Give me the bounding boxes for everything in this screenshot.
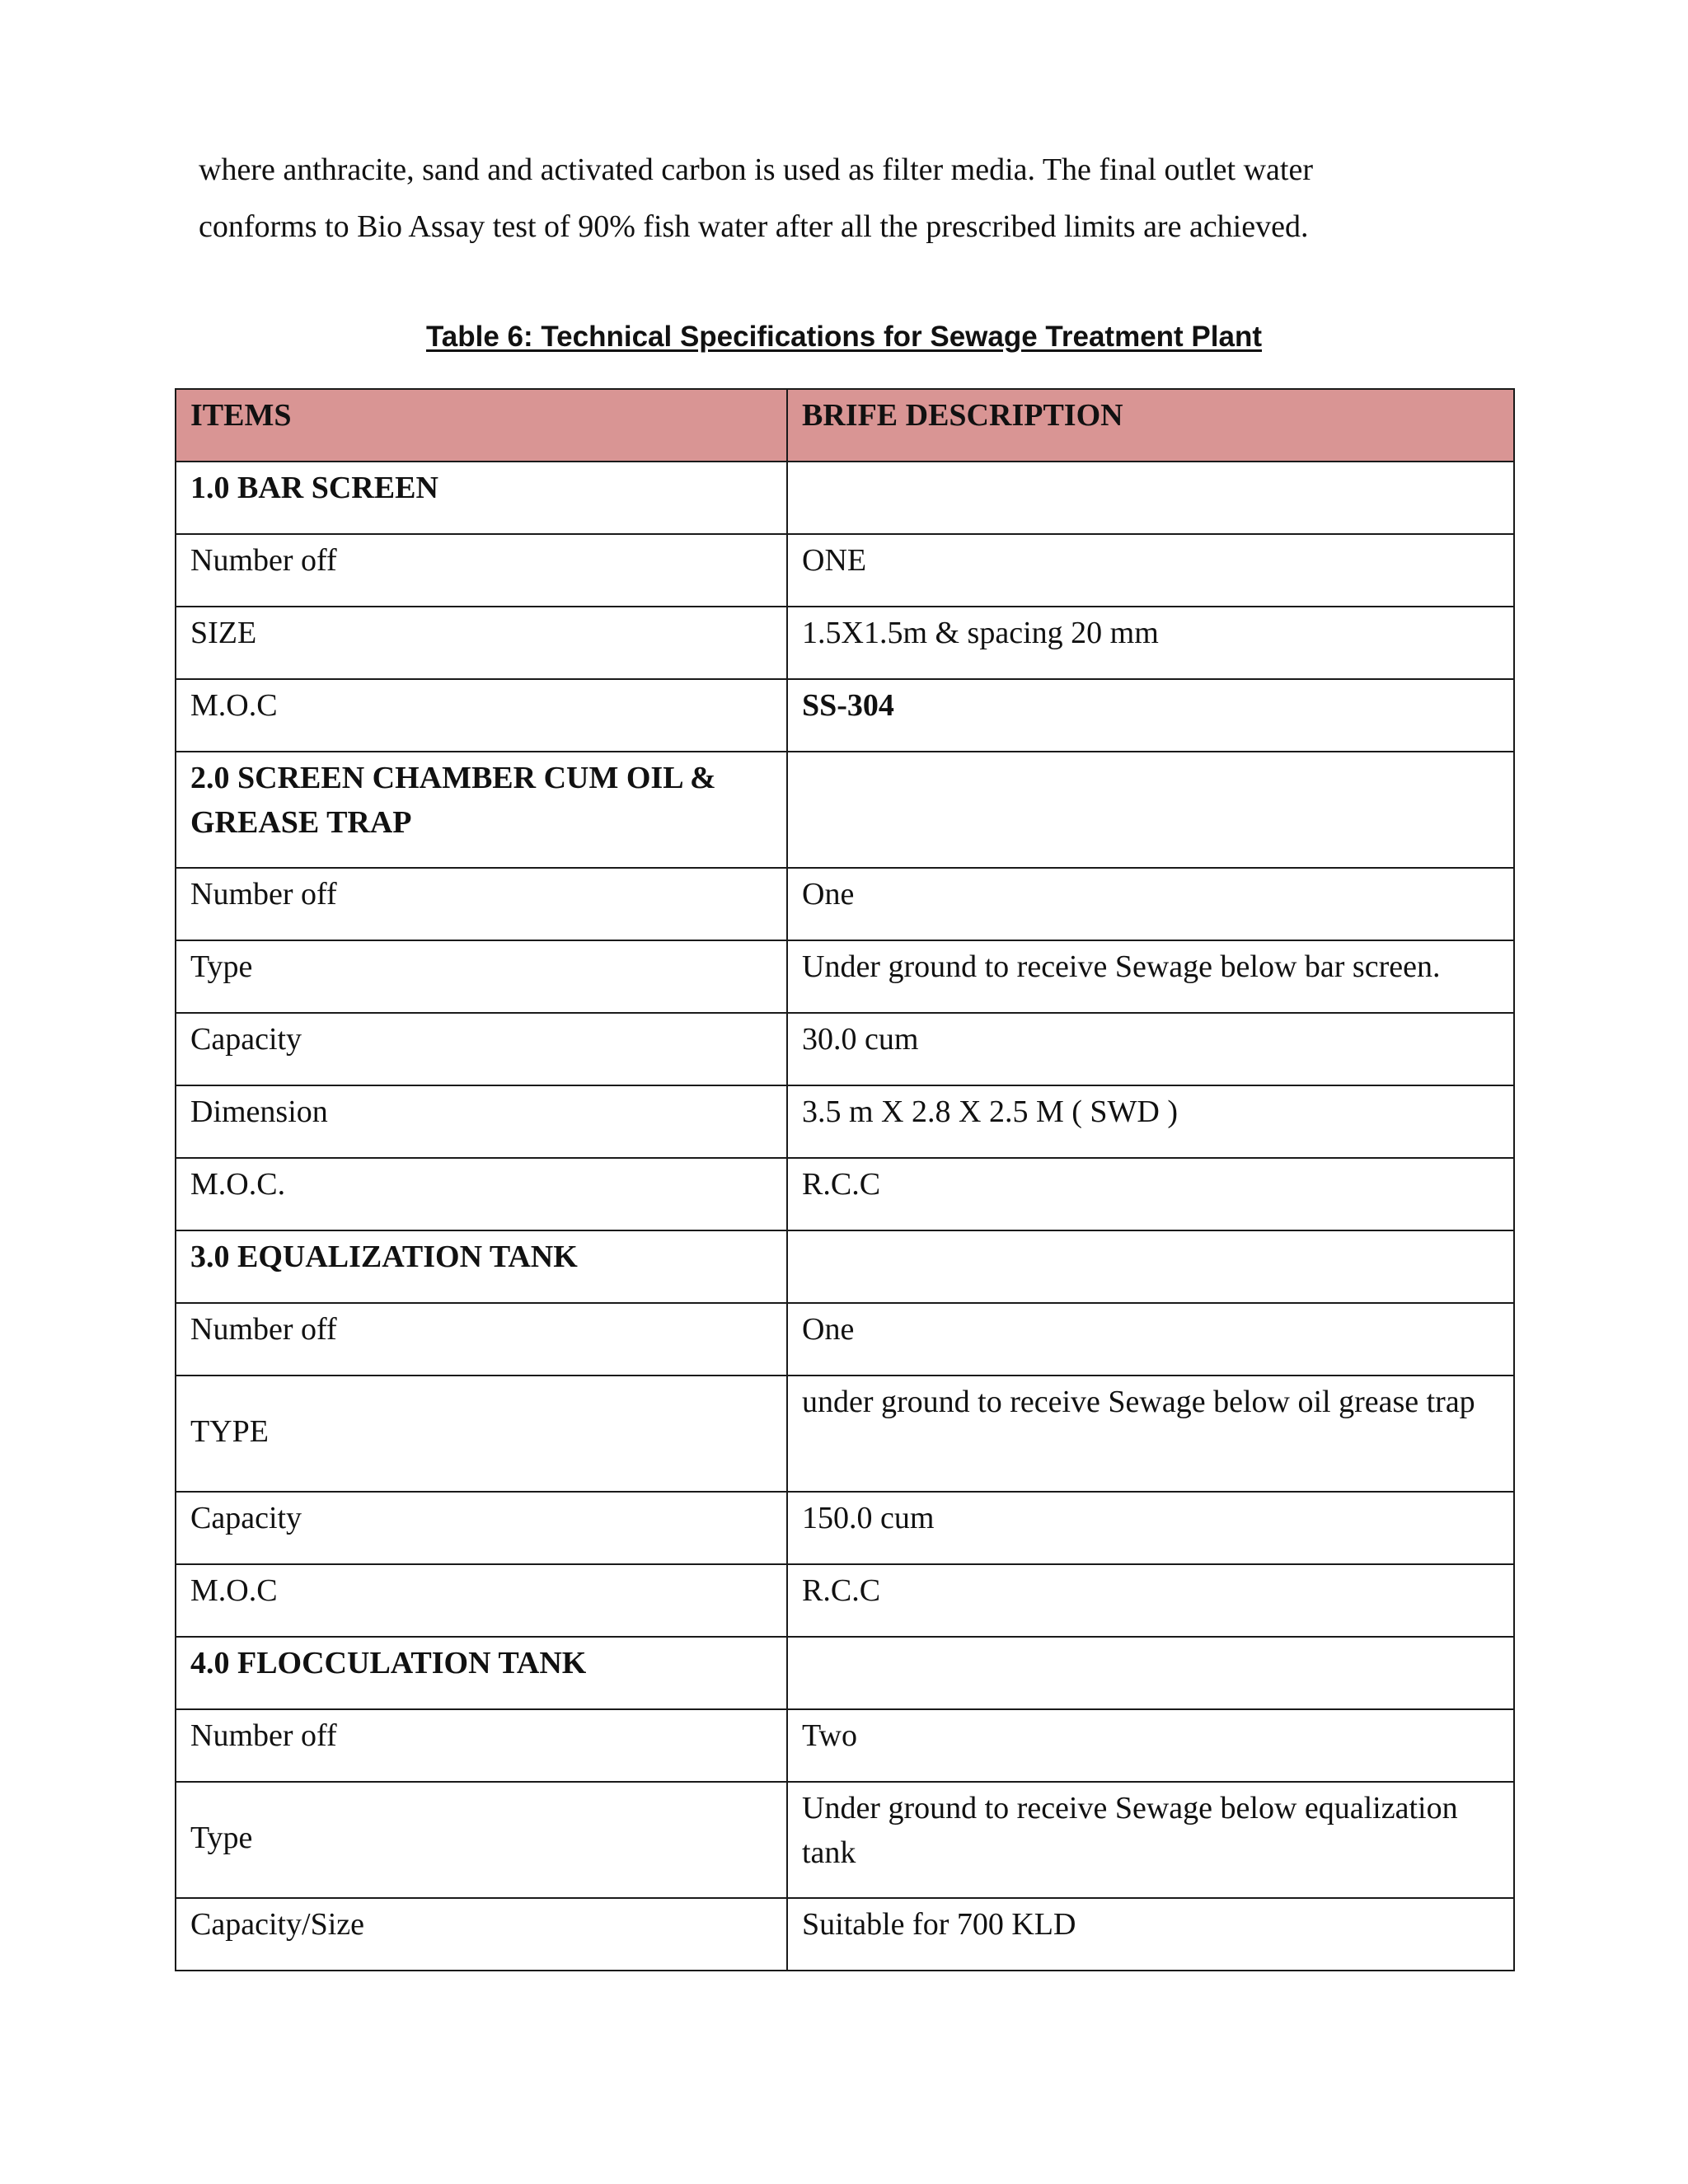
table-row	[176, 1158, 1514, 1230]
table-row	[176, 1782, 1514, 1898]
table-row-section	[176, 752, 1514, 868]
row-description: Two	[787, 1709, 1514, 1782]
table-row	[176, 940, 1514, 1013]
header-items: ITEMS	[176, 389, 787, 462]
table-row-section	[176, 1637, 1514, 1709]
section-title: 1.0 BAR SCREEN	[176, 462, 787, 534]
row-description: SS-304	[787, 679, 1514, 752]
table-row	[176, 1376, 1514, 1492]
row-description	[787, 752, 1514, 868]
spec-table	[175, 388, 1515, 1971]
row-description	[787, 1637, 1514, 1709]
row-item: SIZE	[176, 607, 787, 679]
row-description: 150.0 cum	[787, 1492, 1514, 1564]
row-item: Type	[176, 1782, 787, 1898]
table-row	[176, 679, 1514, 752]
row-description	[787, 462, 1514, 534]
section-title: 4.0 FLOCCULATION TANK	[176, 1637, 787, 1709]
row-item: Capacity	[176, 1492, 787, 1564]
row-description: 1.5X1.5m & spacing 20 mm	[787, 607, 1514, 679]
table-caption	[0, 318, 1688, 356]
row-description: One	[787, 868, 1514, 940]
table-row-section	[176, 462, 1514, 534]
row-description: R.C.C	[787, 1564, 1514, 1637]
table-row	[176, 868, 1514, 940]
row-item: Capacity/Size	[176, 1898, 787, 1971]
row-description: One	[787, 1303, 1514, 1376]
intro-paragraph	[199, 142, 1490, 255]
section-title: 3.0 EQUALIZATION TANK	[176, 1230, 787, 1303]
intro-line-2: conforms to Bio Assay test of 90% fish water after all the prescribed limits are achieved.	[199, 209, 1309, 244]
table-row	[176, 1898, 1514, 1971]
row-item: M.O.C	[176, 1564, 787, 1637]
row-description: ONE	[787, 534, 1514, 607]
row-item: Number off	[176, 534, 787, 607]
row-description: under ground to receive Sewage below oil grease trap	[787, 1376, 1514, 1492]
row-item: Dimension	[176, 1085, 787, 1158]
row-item: Capacity	[176, 1013, 787, 1085]
row-item: M.O.C.	[176, 1158, 787, 1230]
table-row	[176, 607, 1514, 679]
table-header-row	[176, 389, 1514, 462]
section-title: 2.0 SCREEN CHAMBER CUM OIL & GREASE TRAP	[176, 752, 787, 868]
header-description: BRIFE DESCRIPTION	[787, 389, 1514, 462]
row-description: 3.5 m X 2.8 X 2.5 M ( SWD )	[787, 1085, 1514, 1158]
table-row	[176, 1709, 1514, 1782]
table-caption-text: Table 6: Technical Specifications for Sewage Treatment Plant	[426, 321, 1262, 353]
row-description: R.C.C	[787, 1158, 1514, 1230]
row-item: Type	[176, 940, 787, 1013]
row-description: Under ground to receive Sewage below equalization tank	[787, 1782, 1514, 1898]
table-row	[176, 1492, 1514, 1564]
row-description: Under ground to receive Sewage below bar screen.	[787, 940, 1514, 1013]
row-description: 30.0 cum	[787, 1013, 1514, 1085]
table-row	[176, 1013, 1514, 1085]
table-row	[176, 1303, 1514, 1376]
table-row	[176, 1564, 1514, 1637]
table-row-section	[176, 1230, 1514, 1303]
row-item: TYPE	[176, 1376, 787, 1492]
intro-line-1: where anthracite, sand and activated carbon is used as filter media. The final outlet water	[199, 152, 1313, 187]
row-description	[787, 1230, 1514, 1303]
table-row	[176, 534, 1514, 607]
row-item: Number off	[176, 1303, 787, 1376]
row-item: M.O.C	[176, 679, 787, 752]
row-item: Number off	[176, 868, 787, 940]
row-item: Number off	[176, 1709, 787, 1782]
table-row	[176, 1085, 1514, 1158]
row-description: Suitable for 700 KLD	[787, 1898, 1514, 1971]
